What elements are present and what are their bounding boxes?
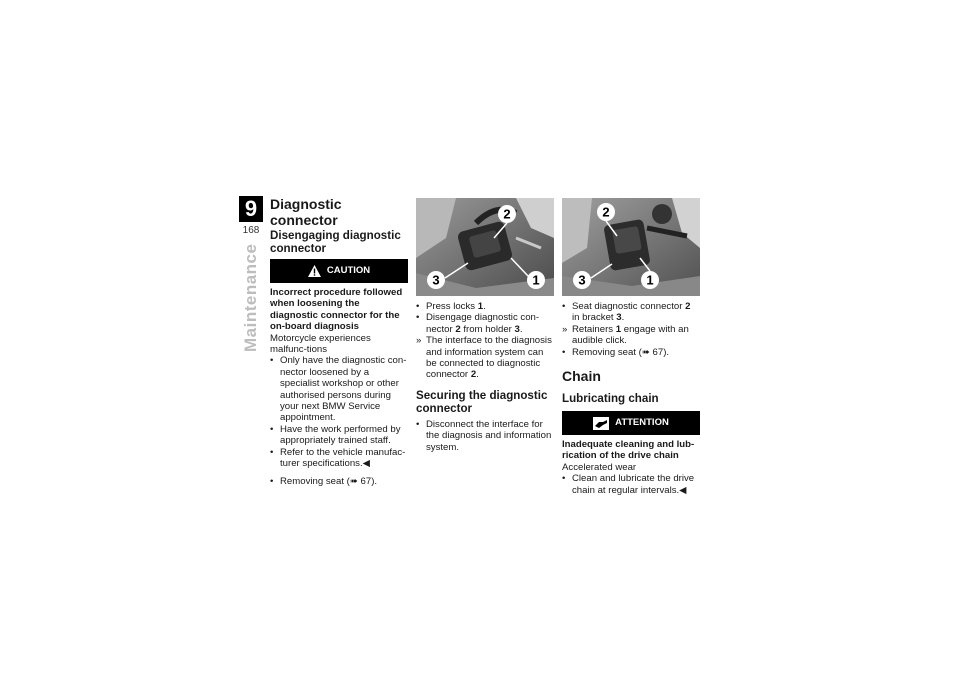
section-title: Diagnostic connector (270, 196, 342, 228)
attention-body: Accelerated wear (562, 461, 637, 473)
callout-1: 1 (532, 272, 540, 288)
chapter-label: Maintenance (241, 243, 260, 352)
attention-banner (562, 411, 700, 435)
diagnostic-connector-photo (416, 198, 554, 296)
list-item: • Disengage diagnostic con-nector 2 from holder 3. (416, 312, 540, 335)
list-item: • Have the work performed by appropriately trained staff. (270, 423, 401, 447)
page-number: 168 (242, 225, 260, 236)
list-item: • Press locks 1. (416, 301, 486, 312)
chapter-number: 9 (239, 196, 263, 222)
attention-label: ATTENTION (615, 417, 669, 429)
callout-2: 2 (503, 206, 511, 222)
caution-list (270, 355, 408, 469)
section-title: Chain (562, 368, 601, 385)
subsection-title: Securing the diagnostic connector (416, 388, 548, 415)
list-item: • Only have the diagnostic con-nector loosened by a specialist workshop or other authorised persons during your next BMW Service appointment. (270, 355, 407, 424)
column-1 (270, 196, 408, 487)
list-item: • Removing seat (➠ 67). (270, 475, 378, 487)
list-item: • Seat diagnostic connector 2 in bracket 3. (562, 301, 691, 324)
callout-3: 3 (432, 272, 440, 288)
subsection-title: Disengaging diagnostic connector (270, 229, 401, 255)
diagnostic-connector-seated-photo (562, 198, 700, 296)
steps-list (562, 301, 700, 358)
list-item: » The interface to the diagnosis and information system can be connected to diagnostic connector 2. (416, 335, 552, 381)
list-item: • Clean and lubricate the drive chain at regular intervals.◀ (562, 473, 695, 496)
list-item: • Removing seat (➠ 67). (562, 346, 670, 358)
caution-banner (270, 259, 408, 283)
list-item: • Disconnect the interface for the diagnosis and information system. (416, 418, 552, 453)
list-item: » Retainers 1 engage with an audible click. (562, 323, 689, 347)
callout-2: 2 (602, 204, 610, 220)
attention-heading: Inadequate cleaning and lub-rication of the drive chain (562, 439, 695, 462)
steps-list (416, 301, 554, 381)
caution-label: CAUTION (326, 265, 371, 277)
warning-triangle-icon (308, 265, 321, 277)
column-3 (562, 198, 700, 496)
column-2 (416, 198, 554, 453)
callout-3: 3 (578, 272, 586, 288)
callout-1: 1 (646, 272, 654, 288)
list-item: • Refer to the vehicle manufac-turer specifications.◀ (270, 446, 406, 470)
subsection-title: Lubricating chain (562, 392, 659, 406)
caution-body: Motorcycle experiences malfunc-tions (270, 332, 371, 356)
caution-heading: Incorrect procedure followed when loosening the diagnostic connector for the on-board diagnosis (270, 287, 403, 333)
attention-hand-icon (593, 417, 609, 430)
